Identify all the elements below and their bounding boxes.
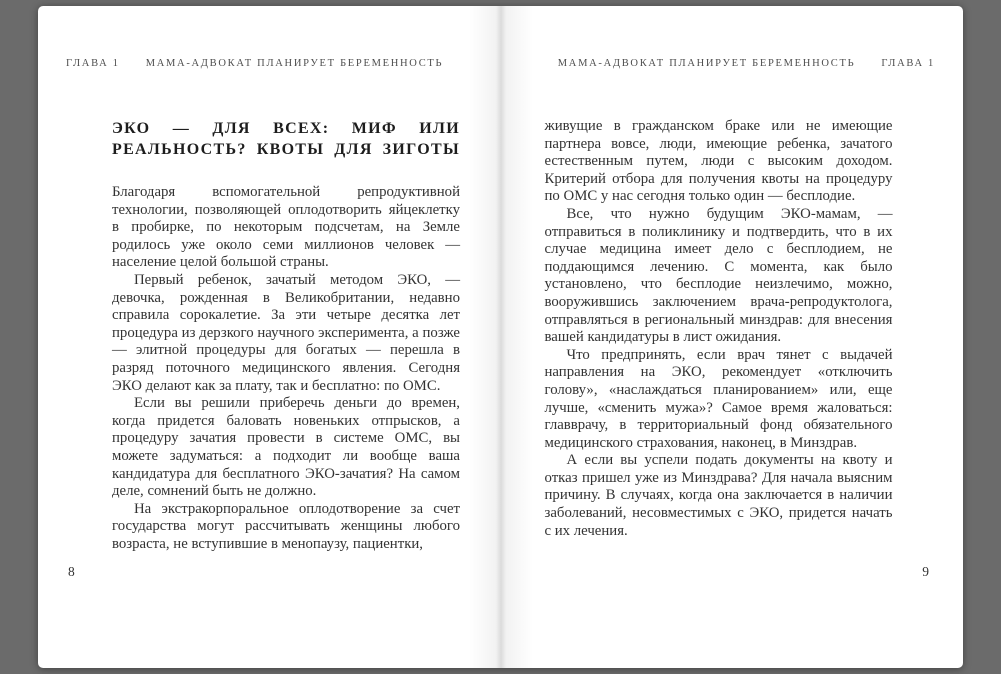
chapter-label: ГЛАВА 1 [66, 58, 120, 69]
page-left [38, 6, 501, 668]
page-right [501, 6, 964, 668]
paragraph: Что предпринять, если врач тянет с выдачей направления на ЭКО, рекомендует «отключить голову», «наслаждаться планированием» или, еще лучше, «сменить мужа»? Самое время жаловаться: главврачу, в территориальный фонд обязательного медицинского страхования, наконец, в Минздрав. [544, 346, 893, 451]
body-text-right [545, 118, 893, 540]
page-number-right: 9 [922, 564, 929, 579]
paragraph: Все, что нужно будущим ЭКО-мамам, — отправиться в поликлинику и подтвердить, что в их случае медицина имеет дело с бесплодием, не поддающимся лечению. С момента, как было установлено, что бесплодие неизлечимо, можно, вооружившись заключением врача-репродуктолога, отправляться в региональный минздрав: для внесения вашей кандидатуры в лист ожидания. [544, 205, 893, 346]
paragraph: На экстракорпоральное оплодотворение за счет государства могут рассчитывать женщины любого возраста, не вступившие в менопаузу, пациентки, [112, 500, 460, 552]
paragraph: Если вы решили приберечь деньги до времен, когда придется баловать новеньких отпрысков, а процедуру зачатия провести в системе ОМС, вы можете задуматься: а подходит ли вообще ваша кандидатура для бесплатного ЭКО-зачатия? На самом деле, сомнений быть не должно. [112, 395, 460, 500]
book-title-label: МАМА-АДВОКАТ ПЛАНИРУЕТ БЕРЕМЕННОСТЬ [145, 58, 444, 69]
section-title: ЭКО — ДЛЯ ВСЕХ: МИФ ИЛИ РЕАЛЬНОСТЬ? КВОТЫ ДЛЯ ЗИГОТЫ [112, 120, 460, 158]
paragraph: А если вы успели подать документы на квоту и отказ пришел уже из Минздрава? Для начала выясним причину. В случаях, когда она заключается в наличии заболеваний, несовместимых с ЭКО, придется начать с их лечения. [544, 452, 893, 539]
running-head-left [66, 58, 443, 69]
page-number-left: 8 [68, 564, 75, 579]
book-spread [38, 6, 963, 668]
body-text-left [112, 184, 460, 553]
paragraph: Первый ребенок, зачатый методом ЭКО, — девочка, рожденная в Великобритании, недавно справила сорокалетие. За эти четыре десятка лет процедура из дерзкого научного эксперимента, а позже — элитной процедуры для богатых — перешла в разряд поточного медицинского явления. Сегодня ЭКО делают как за плату, так и бесплатно: по ОМС. [112, 271, 460, 394]
paragraph: живущие в гражданском браке или не имеющие партнера вовсе, люди, имеющие ребенка, зачатого естественным путем, люди с высоким доходом. Критерий отбора для получения квоты на процедуру по ОМС у нас сегодня только один — бесплодие. [544, 118, 893, 205]
chapter-label: ГЛАВА 1 [881, 58, 935, 69]
book-title-label: МАМА-АДВОКАТ ПЛАНИРУЕТ БЕРЕМЕННОСТЬ [557, 58, 856, 69]
paragraph: Благодаря вспомогательной репродуктивной технологии, позволяющей оплодотворить яйцеклетку в пробирке, по некоторым подсчетам, на Земле родилось уже около семи миллионов человек — население целой большой страны. [112, 184, 460, 271]
running-head-right [558, 58, 935, 69]
